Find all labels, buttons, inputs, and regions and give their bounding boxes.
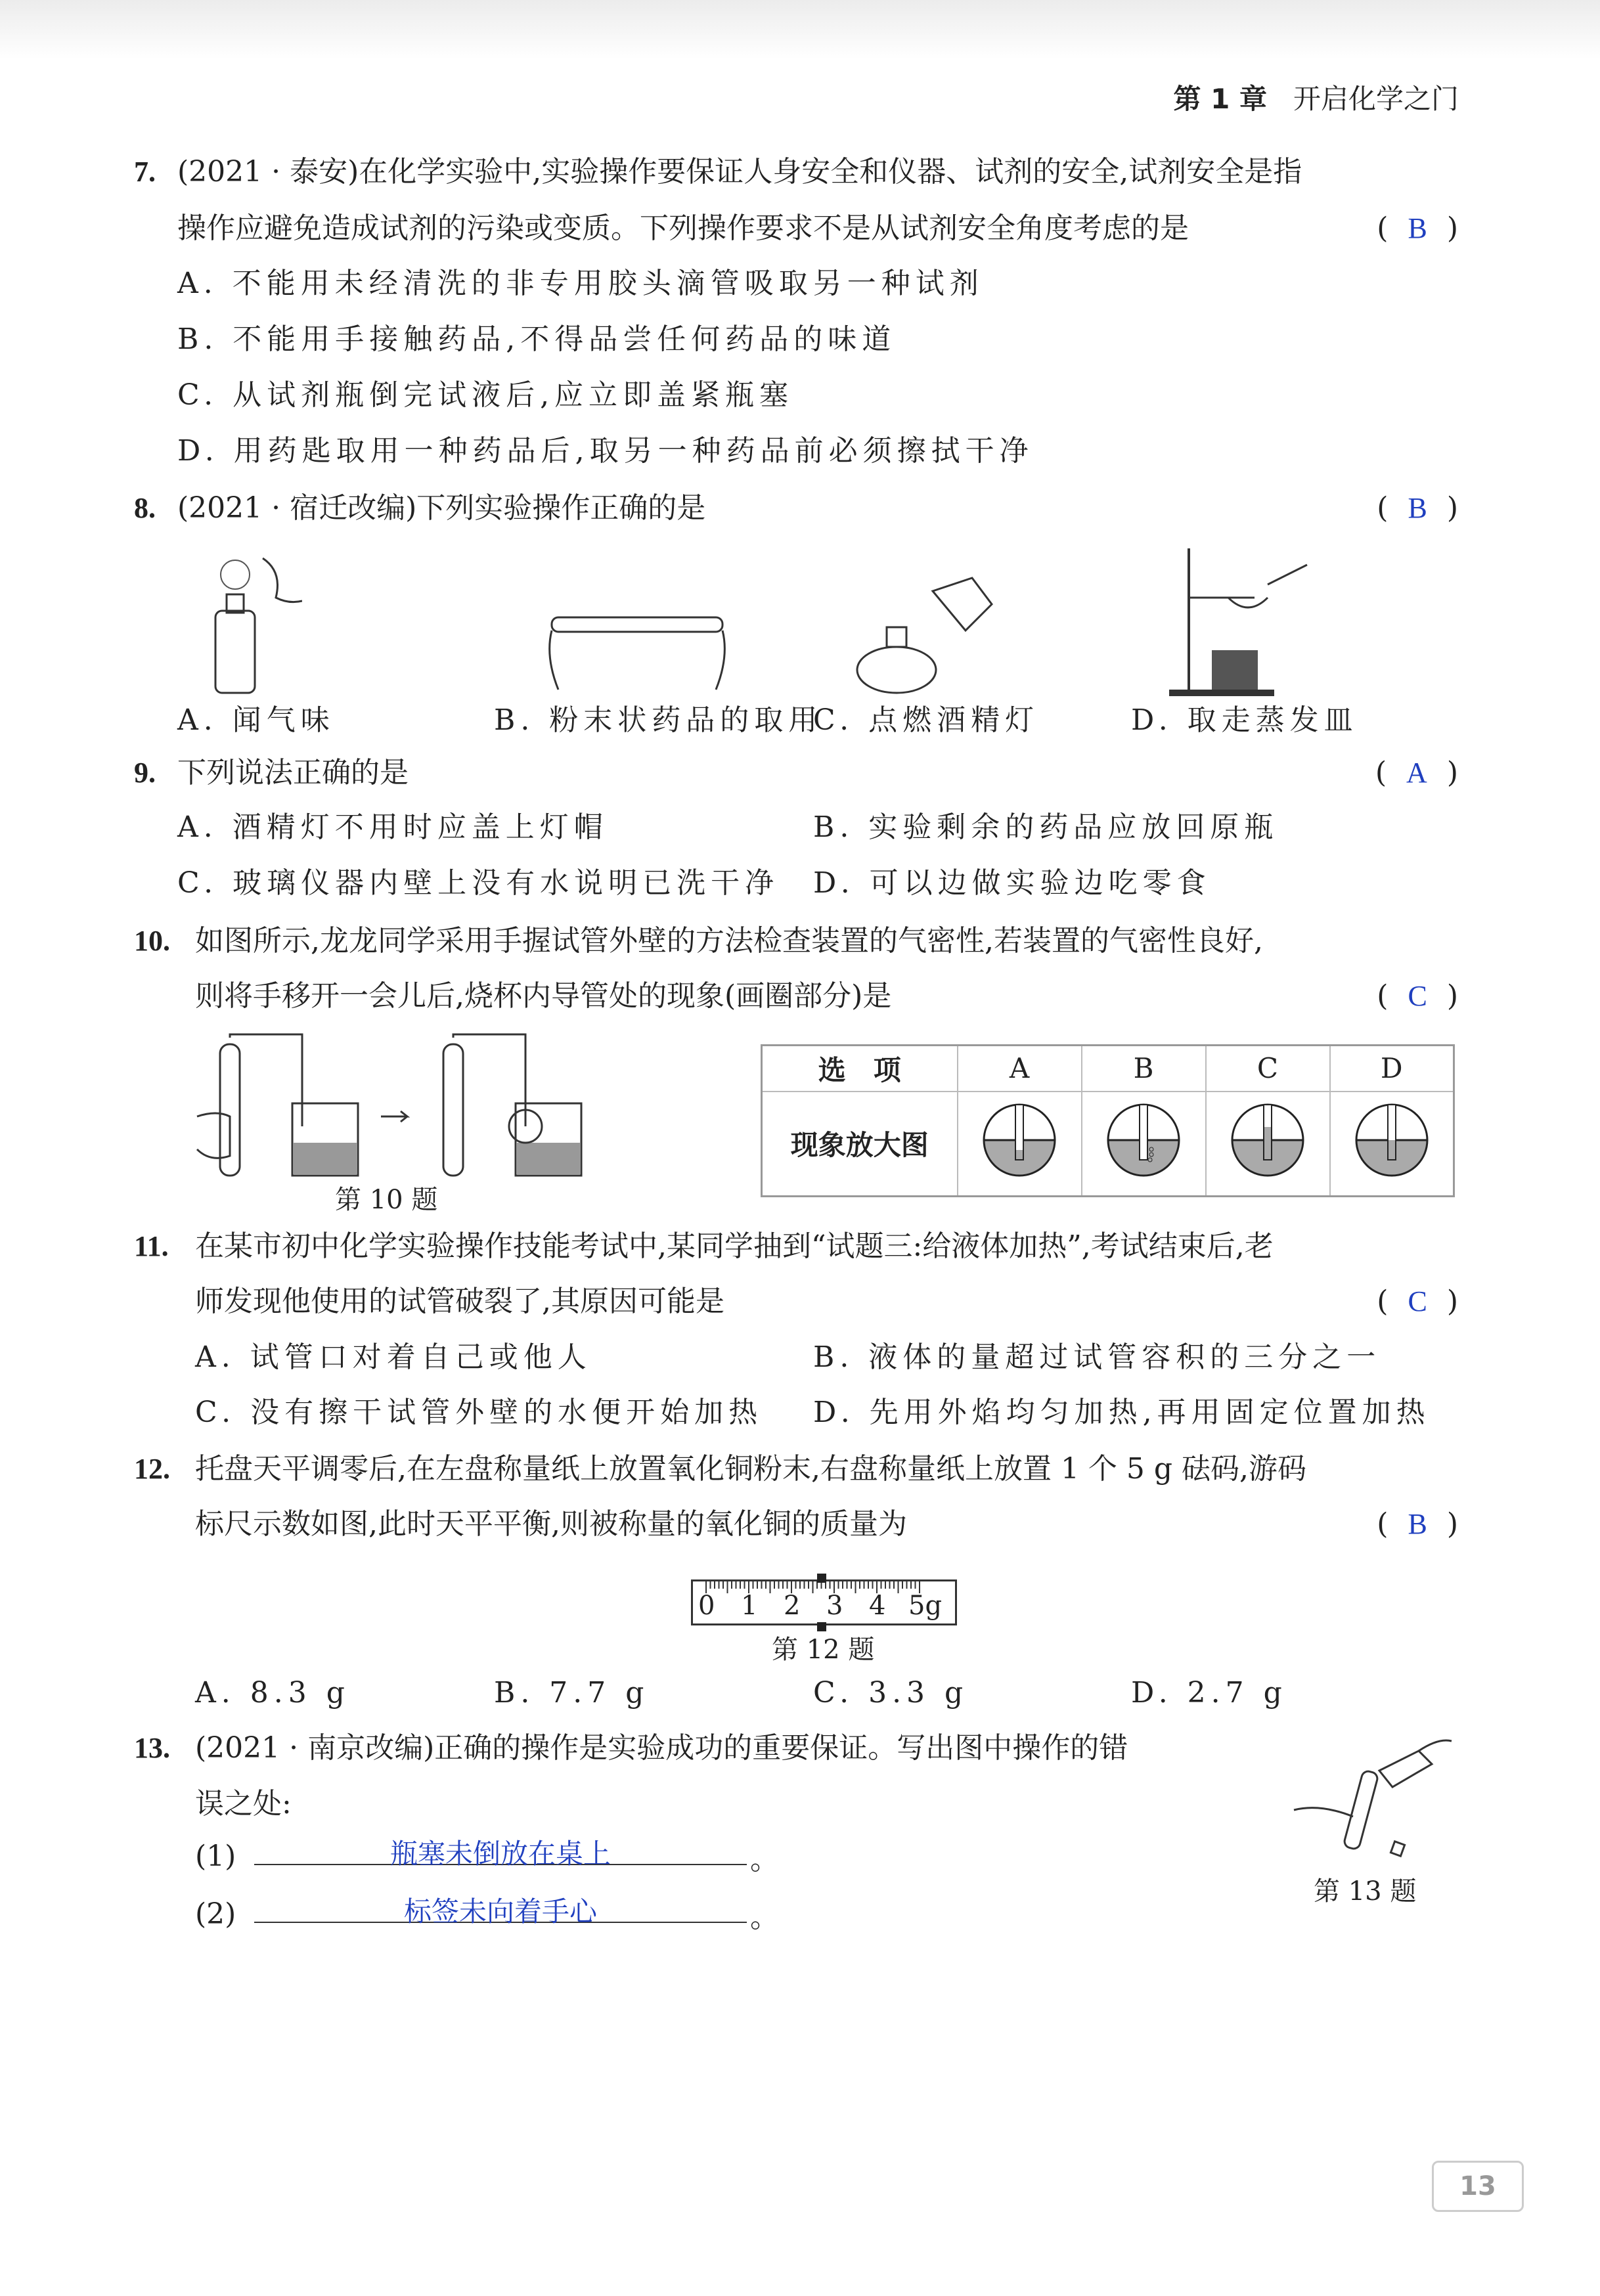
figure-caption: 第 13 题 [1314, 1876, 1417, 1907]
scale-label: 0 [698, 1591, 715, 1621]
magnified-view-a [958, 1092, 1082, 1197]
test-tube-powder-illustration [539, 591, 736, 696]
question-stem: 操作应避免造成试剂的污染或变质。下列操作要求不是从试剂安全角度考虑的是 [177, 211, 1189, 245]
option: D. 先用外焰均匀加热,再用固定位置加热 [813, 1396, 1431, 1429]
question-number: 8. [134, 492, 156, 524]
pouring-liquid-illustration [1287, 1731, 1458, 1863]
question-stem: 则将手移开一会儿后,烧杯内导管处的现象(画圈部分)是 [195, 979, 892, 1013]
option: B. 粉末状药品的取用 [494, 703, 823, 737]
period: 。 [750, 1901, 779, 1934]
answer-bracket: ( C ) [1377, 979, 1458, 1013]
table-header: 选 项 [762, 1046, 958, 1092]
answer: B [1408, 212, 1427, 244]
option: A. 闻气味 [177, 703, 335, 737]
scan-shadow [0, 0, 1600, 59]
chapter-number: 第 1 章 [1173, 83, 1267, 115]
figure-caption: 第 12 题 [772, 1635, 875, 1665]
rider-scale [691, 1579, 957, 1625]
option: D. 取走蒸发皿 [1131, 703, 1358, 737]
evaporating-dish-illustration [1156, 545, 1314, 699]
option: C. 点燃酒精灯 [813, 703, 1040, 737]
airtightness-apparatus-illustration [190, 1031, 585, 1189]
scale-label: 1 [741, 1591, 758, 1621]
answer-bracket: ( B ) [1377, 1507, 1458, 1541]
options-table [761, 1044, 1455, 1197]
table-column-c: C [1206, 1046, 1330, 1092]
answer-bracket: ( C ) [1377, 1285, 1458, 1318]
question-stem: (2021 · 泰安)在化学实验中,实验操作要保证人身安全和仪器、试剂的安全,试剂安全是指 [177, 155, 1302, 188]
answer-bracket: ( B ) [1377, 211, 1458, 245]
page-number: 13 [1432, 2161, 1524, 2212]
scale-label: 3 [826, 1591, 843, 1621]
scale-label: 4 [869, 1591, 886, 1621]
question-stem: 下列说法正确的是 [177, 756, 409, 789]
option: C. 3.3 g [813, 1676, 969, 1710]
option: D. 可以边做实验边吃零食 [813, 866, 1211, 900]
question-number: 9. [134, 757, 156, 789]
question-stem: 托盘天平调零后,在左盘称量纸上放置氧化铜粉末,右盘称量纸上放置 1 个 5 g 砝码,游码 [195, 1452, 1307, 1486]
figure-caption: 第 10 题 [335, 1185, 438, 1215]
alcohol-lamp-illustration [847, 565, 998, 696]
table-column-a: A [958, 1046, 1082, 1092]
question-stem: 如图所示,龙龙同学采用手握试管外壁的方法检查装置的气密性,若装置的气密性良好, [195, 924, 1263, 958]
question-stem: (2021 · 南京改编)正确的操作是实验成功的重要保证。写出图中操作的错 [195, 1731, 1128, 1765]
question-number: 7. [134, 156, 156, 188]
option: C. 没有擦干试管外壁的水便开始加热 [195, 1396, 763, 1429]
answer: C [1408, 980, 1427, 1012]
scale-label: 5g [908, 1591, 943, 1621]
option: D. 用药匙取用一种药品后,取另一种药品前必须擦拭干净 [177, 434, 1034, 468]
answer-blank[interactable]: 瓶塞未倒放在桌上 [254, 1832, 747, 1865]
scale-label: 2 [784, 1591, 801, 1621]
option: A. 酒精灯不用时应盖上灯帽 [177, 810, 608, 844]
chapter-title: 开启化学之门 [1293, 83, 1459, 115]
blank-label: (1) [195, 1840, 236, 1873]
blank-label: (2) [195, 1897, 236, 1931]
answer: B [1408, 492, 1427, 524]
option: C. 玻璃仪器内壁上没有水说明已洗干净 [177, 866, 780, 900]
option: B. 液体的量超过试管容积的三分之一 [813, 1340, 1381, 1374]
table-column-b: B [1082, 1046, 1206, 1092]
question-number: 12. [134, 1453, 170, 1485]
table-column-d: D [1330, 1046, 1454, 1092]
answer-blank[interactable]: 标签未向着手心 [254, 1890, 747, 1923]
question-stem: (2021 · 宿迁改编)下列实验操作正确的是 [177, 491, 706, 525]
answer: C [1408, 1285, 1427, 1317]
rider-marker [817, 1574, 826, 1583]
period: 。 [750, 1843, 779, 1876]
option: A. 试管口对着自己或他人 [195, 1340, 592, 1374]
magnified-view-b [1082, 1092, 1206, 1197]
answer: B [1408, 1508, 1427, 1540]
running-header [1174, 77, 1459, 117]
option: A. 不能用未经清洗的非专用胶头滴管吸取另一种试剂 [177, 267, 984, 300]
table-row-label: 现象放大图 [762, 1092, 958, 1197]
option: B. 不能用手接触药品,不得品尝任何药品的味道 [177, 322, 897, 356]
option: B. 7.7 g [494, 1676, 650, 1710]
option: B. 实验剩余的药品应放回原瓶 [813, 810, 1279, 844]
question-stem: 在某市初中化学实验操作技能考试中,某同学抽到“试题三:给液体加热”,考试结束后,老 [195, 1229, 1274, 1263]
smelling-bottle-illustration [197, 552, 302, 699]
question-stem: 标尺示数如图,此时天平平衡,则被称量的氧化铜的质量为 [195, 1507, 907, 1541]
answer-bracket: ( B ) [1377, 491, 1458, 525]
option: A. 8.3 g [195, 1676, 350, 1710]
answer: A [1406, 757, 1427, 789]
option: D. 2.7 g [1131, 1676, 1287, 1710]
question-number: 10. [134, 925, 170, 957]
question-number: 11. [134, 1230, 169, 1262]
magnified-view-d [1330, 1092, 1454, 1197]
question-stem: 误之处: [195, 1787, 292, 1821]
magnified-view-c [1206, 1092, 1330, 1197]
question-stem: 师发现他使用的试管破裂了,其原因可能是 [195, 1285, 724, 1318]
answer-bracket: ( A ) [1375, 756, 1458, 789]
question-number: 13. [134, 1732, 170, 1764]
option: C. 从试剂瓶倒完试液后,应立即盖紧瓶塞 [177, 378, 794, 412]
